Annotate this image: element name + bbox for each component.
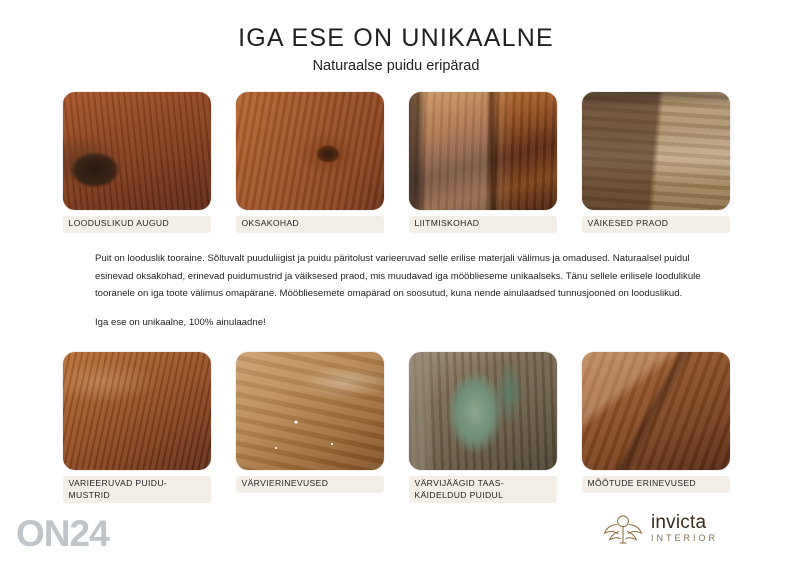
feature-caption: VÄRVIERINEVUSED [236,476,384,493]
joints-photo [409,92,557,210]
wings-icon [603,508,643,548]
paint-residue-photo [409,352,557,470]
feature-cell [582,352,730,503]
feature-caption: VARIEERUVAD PUIDU- MUSTRID [63,476,211,503]
brand-sub: INTERIOR [650,533,718,543]
body-paragraph-1: Puit on looduslik tooraine. Sõltuvalt puuduliigist ja puidu päritolust varieeruvad selle erilise materjali välimus ja omadused. Naturaalsel puidul esinevad oksakohad, erinevad puidumustrid ja väiksesed praod, mis muudavad iga mööblieseme unikaalseks. Tänu sellele erilisele loodulikule tooranele on iga toote välimus omapärane. Mööbliesemete omapärad on soosutud, kuna nende ainulaadsed tunnusjooned on looduslikud. [95,253,701,299]
page-title: IGA ESE ON UNIKAALNE [238,24,554,52]
invicta-logo [603,508,718,548]
body-paragraph-2: Iga ese on unikaalne, 100% ainulaadne! [95,316,266,328]
small-cracks-photo [582,92,730,210]
page-subtitle: Naturaalse puidu eripärad [312,58,480,74]
size-differences-photo [582,352,730,470]
feature-cell [409,92,557,233]
feature-caption: LOODUSLIKUD AUGUD [63,216,211,233]
feature-caption: LIITMISKOHAD [409,216,557,233]
feature-row-bottom [0,352,792,503]
knots-photo [236,92,384,210]
feature-caption: OKSAKOHAD [236,216,384,233]
feature-cell [409,352,557,503]
brand-text [651,513,718,543]
on24-watermark: ON24 [16,513,109,554]
feature-cell [63,92,211,233]
natural-holes-photo [63,92,211,210]
feature-row-top [0,92,792,233]
feature-cell [236,92,384,233]
brand-name: invicta [650,512,707,533]
feature-cell [582,92,730,233]
body-text [95,250,705,331]
feature-caption: VÄIKESED PRAOD [582,216,730,233]
varying-wood-patterns-photo [63,352,211,470]
color-differences-photo [236,352,384,470]
document-header [0,0,792,74]
feature-cell [236,352,384,503]
feature-caption: MÕÕTUDE ERINEVUSED [582,476,730,493]
feature-caption: VÄRVIJÄÄGID TAAS- KÄIDELDUD PUIDUL [409,476,557,503]
feature-cell [63,352,211,503]
